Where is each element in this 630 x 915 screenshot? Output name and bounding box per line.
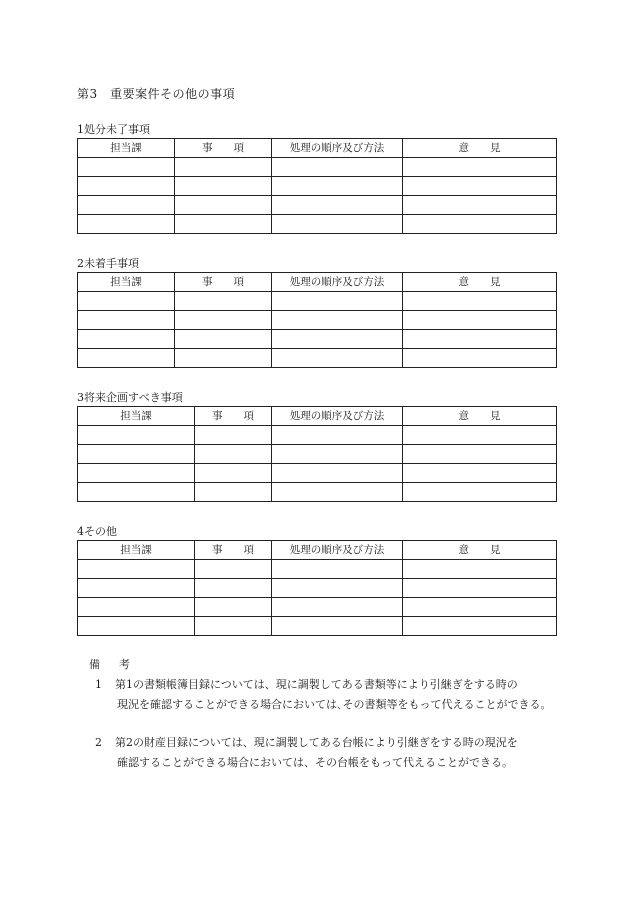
- items-table: [77, 406, 557, 502]
- remark-number: 1: [95, 678, 102, 691]
- col-opinion: 意 見: [403, 541, 557, 560]
- table-row: [78, 579, 557, 598]
- table-cell[interactable]: [272, 349, 403, 368]
- table-cell[interactable]: [78, 292, 175, 311]
- table-cell[interactable]: [272, 292, 403, 311]
- table-cell[interactable]: [175, 311, 272, 330]
- col-department: 担当課: [78, 273, 175, 292]
- table-cell[interactable]: [272, 598, 403, 617]
- table-header-row: [78, 541, 557, 560]
- col-department: 担当課: [78, 139, 175, 158]
- col-opinion: 意 見: [403, 273, 557, 292]
- table-cell[interactable]: [175, 177, 272, 196]
- remark-text-rest: 確認することができる場合においては、その台帳をもって代えることができる。: [117, 756, 513, 769]
- table-row: [78, 464, 557, 483]
- table-cell[interactable]: [78, 464, 195, 483]
- table-cell[interactable]: [175, 292, 272, 311]
- table-cell[interactable]: [272, 177, 403, 196]
- remark-text-line1: 第1の書類帳簿目録については、現に調製してある書類等により引継ぎをする時の: [115, 678, 518, 691]
- table-cell[interactable]: [175, 158, 272, 177]
- table-cell[interactable]: [403, 464, 557, 483]
- remark-text-line1: 第2の財産目録については、現に調製してある台帳により引継ぎをする時の現況を: [115, 736, 518, 749]
- table-header-row: [78, 273, 557, 292]
- table-cell[interactable]: [272, 215, 403, 234]
- section-title: 2未着手事項: [77, 257, 139, 270]
- table-cell[interactable]: [78, 617, 195, 636]
- table-cell[interactable]: [78, 215, 175, 234]
- section-not-started: [77, 257, 556, 368]
- table-cell[interactable]: [272, 445, 403, 464]
- table-row: [78, 445, 557, 464]
- table-cell[interactable]: [78, 483, 195, 502]
- table-cell[interactable]: [195, 560, 272, 579]
- items-table: [77, 540, 557, 636]
- table-header-row: [78, 139, 557, 158]
- remark-number: 2: [95, 736, 102, 749]
- table-row: [78, 196, 557, 215]
- table-cell[interactable]: [403, 196, 557, 215]
- table-cell[interactable]: [195, 617, 272, 636]
- table-row: [78, 617, 557, 636]
- table-cell[interactable]: [175, 349, 272, 368]
- table-cell[interactable]: [78, 177, 175, 196]
- items-table: [77, 272, 557, 368]
- table-cell[interactable]: [78, 426, 195, 445]
- table-cell[interactable]: [175, 196, 272, 215]
- table-row: [78, 560, 557, 579]
- table-cell[interactable]: [272, 617, 403, 636]
- table-cell[interactable]: [175, 330, 272, 349]
- table-cell[interactable]: [175, 215, 272, 234]
- table-cell[interactable]: [272, 311, 403, 330]
- table-cell[interactable]: [195, 464, 272, 483]
- table-cell[interactable]: [403, 311, 557, 330]
- table-cell[interactable]: [403, 560, 557, 579]
- col-department: 担当課: [78, 541, 195, 560]
- table-row: [78, 483, 557, 502]
- table-cell[interactable]: [403, 483, 557, 502]
- table-cell[interactable]: [272, 464, 403, 483]
- col-procedure: 処理の順序及び方法: [272, 139, 403, 158]
- table-cell[interactable]: [403, 177, 557, 196]
- table-cell[interactable]: [403, 330, 557, 349]
- table-cell[interactable]: [78, 349, 175, 368]
- table-row: [78, 349, 557, 368]
- col-matter: 事 項: [195, 407, 272, 426]
- table-cell[interactable]: [272, 158, 403, 177]
- section-title: 1処分未了事項: [77, 123, 150, 136]
- table-cell[interactable]: [403, 445, 557, 464]
- remark-item: [95, 675, 567, 715]
- table-row: [78, 330, 557, 349]
- table-cell[interactable]: [403, 579, 557, 598]
- section-title: 3将来企画すべき事項: [77, 391, 183, 404]
- section-future-plans: [77, 391, 556, 502]
- table-cell[interactable]: [403, 617, 557, 636]
- table-cell[interactable]: [78, 560, 195, 579]
- table-cell[interactable]: [195, 483, 272, 502]
- table-cell[interactable]: [78, 598, 195, 617]
- table-cell[interactable]: [78, 196, 175, 215]
- col-opinion: 意 見: [403, 407, 557, 426]
- table-row: [78, 311, 557, 330]
- remark-item: [95, 733, 567, 773]
- section-other: [77, 525, 556, 636]
- col-matter: 事 項: [195, 541, 272, 560]
- table-cell[interactable]: [272, 426, 403, 445]
- table-cell[interactable]: [195, 445, 272, 464]
- items-table: [77, 138, 557, 234]
- col-matter: 事 項: [175, 273, 272, 292]
- table-cell[interactable]: [78, 579, 195, 598]
- table-cell[interactable]: [78, 158, 175, 177]
- col-matter: 事 項: [175, 139, 272, 158]
- remark-text-rest: 現況を確認することができる場合においては､その書類等をもって代えることができる。: [117, 698, 552, 711]
- table-cell[interactable]: [272, 560, 403, 579]
- table-cell[interactable]: [403, 598, 557, 617]
- col-procedure: 処理の順序及び方法: [272, 541, 403, 560]
- table-header-row: [78, 407, 557, 426]
- table-cell[interactable]: [403, 292, 557, 311]
- col-opinion: 意 見: [403, 139, 557, 158]
- table-row: [78, 215, 557, 234]
- table-cell[interactable]: [78, 311, 175, 330]
- table-cell[interactable]: [403, 215, 557, 234]
- table-row: [78, 426, 557, 445]
- col-procedure: 処理の順序及び方法: [272, 407, 403, 426]
- table-cell[interactable]: [78, 445, 195, 464]
- table-cell[interactable]: [272, 483, 403, 502]
- table-cell[interactable]: [195, 598, 272, 617]
- table-cell[interactable]: [272, 330, 403, 349]
- table-row: [78, 598, 557, 617]
- table-cell[interactable]: [272, 196, 403, 215]
- col-department: 担当課: [78, 407, 195, 426]
- remarks-title: 備 考: [89, 658, 134, 671]
- table-row: [78, 177, 557, 196]
- remarks-section: [77, 655, 567, 773]
- table-cell[interactable]: [403, 158, 557, 177]
- table-cell[interactable]: [195, 579, 272, 598]
- table-cell[interactable]: [195, 426, 272, 445]
- table-cell[interactable]: [403, 349, 557, 368]
- table-cell[interactable]: [78, 330, 175, 349]
- table-cell[interactable]: [272, 579, 403, 598]
- table-cell[interactable]: [403, 426, 557, 445]
- col-procedure: 処理の順序及び方法: [272, 273, 403, 292]
- section-title: 4その他: [77, 525, 117, 538]
- section-unfinished: [77, 123, 556, 234]
- page-heading: 第3 重要案件その他の事項: [77, 87, 236, 101]
- table-row: [78, 158, 557, 177]
- table-row: [78, 292, 557, 311]
